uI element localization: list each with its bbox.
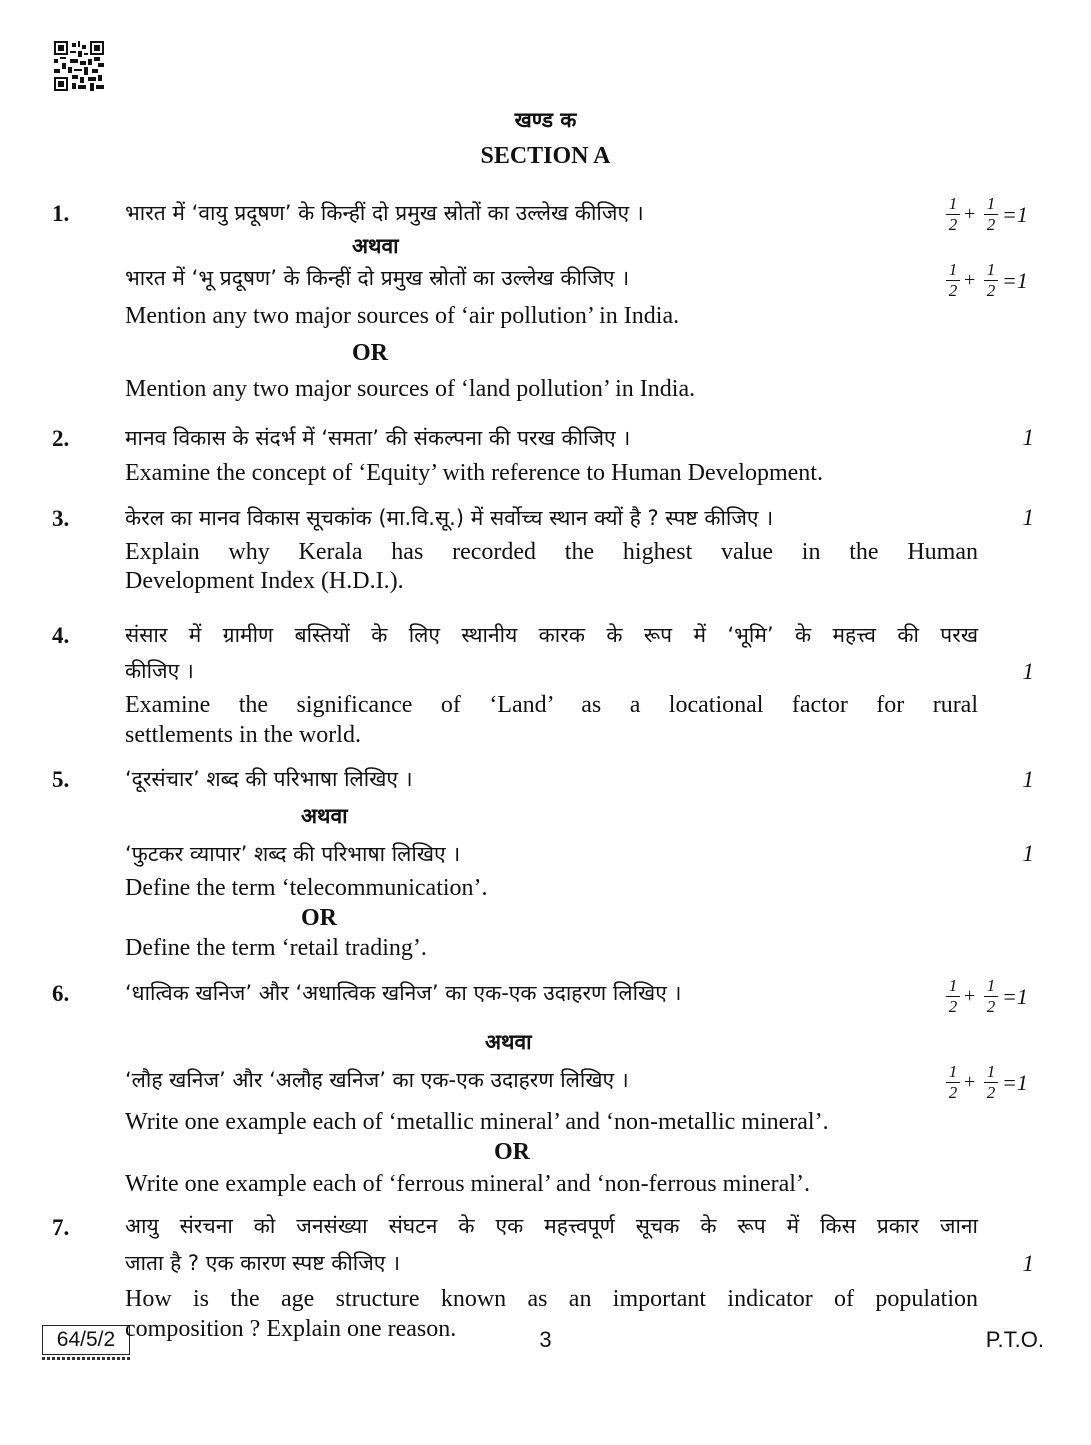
- question-text-english: How is the age structure known as an important indicator of population: [125, 1286, 978, 1312]
- marks: 1: [1022, 1251, 1034, 1276]
- question-number: 4.: [52, 623, 70, 648]
- or-hindi: अथवा: [301, 804, 348, 828]
- question-text-hindi: आयु संरचना को जनसंख्या संघटन के एक महत्त्वपूर्ण सूचक के रूप में किस प्रकार जाना: [125, 1214, 978, 1238]
- question-number: 1.: [52, 201, 70, 226]
- question-text-english: Examine the concept of ‘Equity’ with reference to Human Development.: [125, 460, 823, 486]
- section-title-hindi: खण्ड क: [514, 108, 577, 132]
- question-text-english: Explain why Kerala has recorded the highest value in the Human: [125, 539, 978, 565]
- marks: 1: [1022, 767, 1034, 792]
- question-text-hindi: संसार में ग्रामीण बस्तियों के लिए स्थानीय कारक के रूप में ‘भूमि’ के महत्त्व की परख: [125, 623, 978, 647]
- question-number: 5.: [52, 767, 70, 792]
- paper-code-underline: [42, 1357, 132, 1360]
- question-text-english: Mention any two major sources of ‘air pollution’ in India.: [125, 303, 680, 329]
- question-text-hindi: केरल का मानव विकास सूचकांक (मा.वि.सू.) में सर्वोच्च स्थान क्यों है ? स्पष्ट कीजिए ।: [125, 506, 774, 530]
- question-text-hindi: भारत में ‘भू प्रदूषण’ के किन्हीं दो प्रमुख स्रोतों का उल्लेख कीजिए ।: [125, 266, 630, 290]
- question-number: 3.: [52, 506, 70, 531]
- question-text-hindi: जाता है ? एक कारण स्पष्ट कीजिए ।: [125, 1251, 401, 1275]
- or-hindi: अथवा: [352, 234, 399, 258]
- paper-code: 64/5/2: [42, 1325, 130, 1355]
- question-text-english: Define the term ‘telecommunication’.: [125, 875, 488, 901]
- marks: 1: [1022, 425, 1034, 450]
- marks: 1: [1022, 841, 1034, 866]
- marks: 1: [1022, 659, 1034, 684]
- question-text-english: Development Index (H.D.I.).: [125, 568, 404, 594]
- or-english: OR: [301, 905, 337, 931]
- question-text-english: Define the term ‘retail trading’.: [125, 935, 427, 961]
- half-mark-fraction: 1 2 + 1 2 =1: [946, 1062, 1046, 1108]
- question-text-english: Mention any two major sources of ‘land pollution’ in India.: [125, 376, 696, 402]
- marks: 1: [1022, 505, 1034, 530]
- question-number: 6.: [52, 981, 70, 1006]
- question-number: 7.: [52, 1215, 70, 1240]
- question-text-hindi: कीजिए ।: [125, 659, 194, 683]
- question-text-hindi: ‘फुटकर व्यापार’ शब्द की परिभाषा लिखिए ।: [125, 842, 461, 866]
- section-title-english: SECTION A: [480, 143, 611, 169]
- question-number: 2.: [52, 426, 70, 451]
- or-english: OR: [352, 340, 388, 366]
- question-text-hindi: मानव विकास के संदर्भ में ‘समता’ की संकल्पना की परख कीजिए ।: [125, 426, 631, 450]
- page-number: 3: [539, 1327, 552, 1352]
- or-hindi: अथवा: [485, 1030, 532, 1054]
- question-text-hindi: भारत में ‘वायु प्रदूषण’ के किन्हीं दो प्रमुख स्रोतों का उल्लेख कीजिए ।: [125, 201, 644, 225]
- half-mark-fraction: 1 2 + 1 2 =1: [946, 976, 1046, 1022]
- or-english: OR: [494, 1139, 530, 1165]
- please-turn-over: P.T.O.: [985, 1327, 1044, 1352]
- question-text-hindi: ‘दूरसंचार’ शब्द की परिभाषा लिखिए ।: [125, 767, 413, 791]
- half-mark-fraction: 1 2 + 1 2 =1: [946, 260, 1046, 306]
- question-text-hindi: ‘धात्विक खनिज’ और ‘अधात्विक खनिज’ का एक-एक उदाहरण लिखिए ।: [125, 981, 682, 1005]
- question-text-english: Write one example each of ‘metallic mineral’ and ‘non-metallic mineral’.: [125, 1109, 829, 1135]
- question-text-english: settlements in the world.: [125, 722, 361, 748]
- question-text-hindi: ‘लौह खनिज’ और ‘अलौह खनिज’ का एक-एक उदाहरण लिखिए ।: [125, 1068, 629, 1092]
- qr-code-icon: [54, 41, 104, 91]
- question-text-english: Write one example each of ‘ferrous mineral’ and ‘non-ferrous mineral’.: [125, 1171, 810, 1197]
- question-text-english: composition ? Explain one reason.: [125, 1316, 457, 1342]
- question-text-english: Examine the significance of ‘Land’ as a locational factor for rural: [125, 692, 978, 718]
- half-mark-fraction: 1 2 + 1 2 =1: [946, 194, 1046, 240]
